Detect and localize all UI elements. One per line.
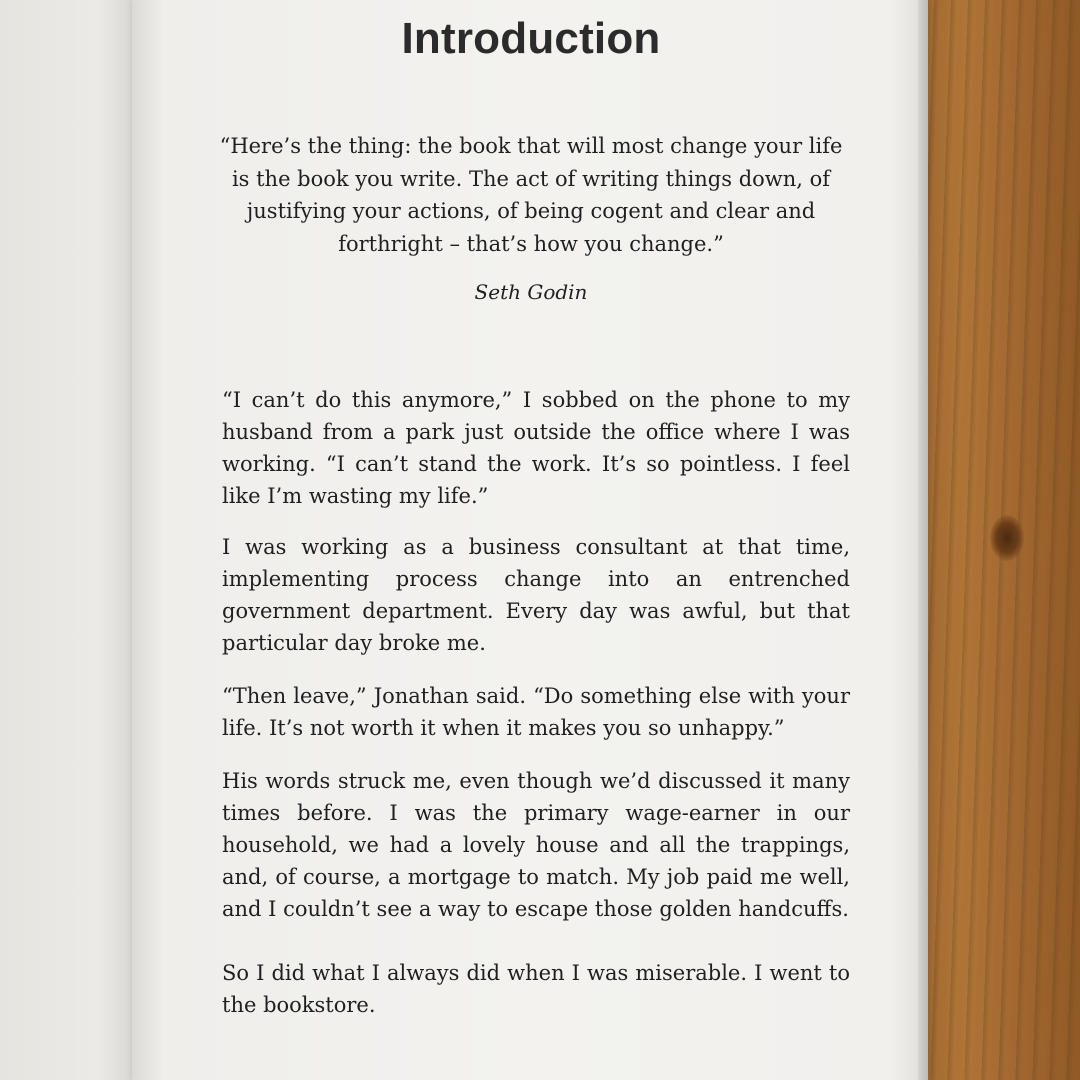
left-page (0, 0, 140, 1080)
body-paragraph: His words struck me, even though we’d discussed it many times before. I was the primary wage-earner in our household, we had a lovely house and all the trappings, and, of course, a mortgage to match. My job paid me well, and I couldn’t see a way to escape those golden handcuffs. (222, 769, 850, 921)
epigraph-quote: “Here’s the thing: the book that will most change your life is the book you write. The act of writing things down, of justifying your actions, of being cogent and clear and forthright – that’s how you change.” (219, 134, 843, 256)
body-paragraph: “I can’t do this anymore,” I sobbed on the phone to my husband from a park just outside the office where I was working. “I can’t stand the work. It’s so pointless. I feel like I’m wasting my life.” (222, 388, 850, 508)
body-paragraph: I was working as a business consultant at that time, implementing process change into an entrenched government department. Every day was awful, but that particular day broke me. (222, 535, 850, 655)
wood-knot (990, 515, 1024, 561)
body-paragraph: “Then leave,” Jonathan said. “Do something else with your life. It’s not worth it when it makes you so unhappy.” (222, 684, 850, 740)
epigraph-author: Seth Godin (474, 280, 588, 304)
page-edge (918, 0, 928, 1080)
body-paragraph: So I did what I always did when I was miserable. I went to the bookstore. (222, 961, 850, 1017)
chapter-heading: Introduction (401, 14, 661, 63)
